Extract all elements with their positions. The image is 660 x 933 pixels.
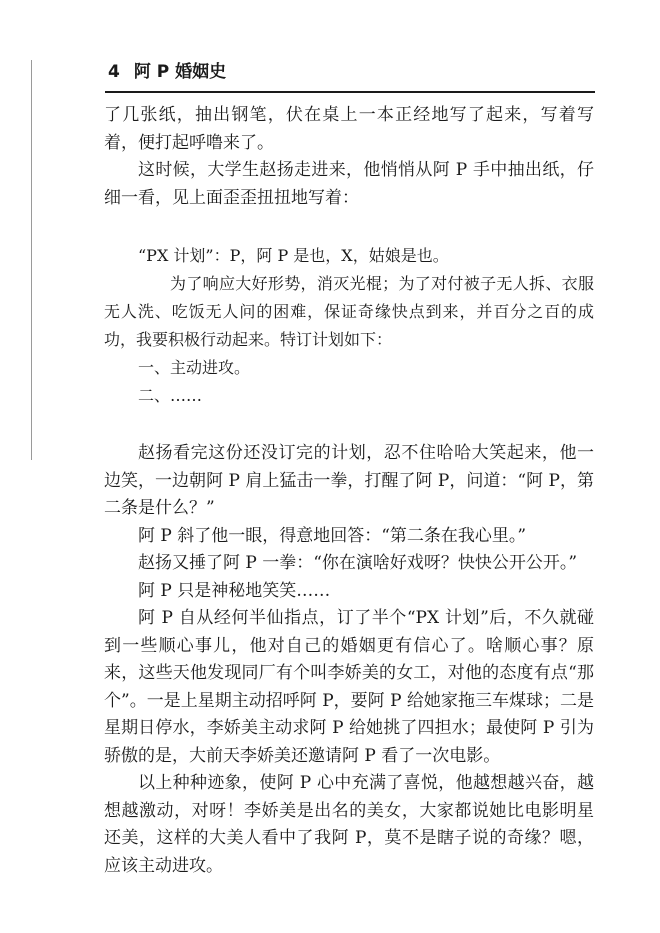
paragraph-signs: 以上种种迹象，使阿 P 心中充满了喜悦，他越想越兴奋，越想越激动，对呀！李娇美是出名的美女，大家都说她比电影明星还美，这样的大美人看中了我阿 P，莫不是瞎子说的奇缘？嗯，应该主动进攻。 xyxy=(104,773,594,876)
book-title: 阿 P 婚姻史 xyxy=(133,62,227,82)
px-plan-item-2: 二、…… xyxy=(138,386,203,405)
page-binding-edge xyxy=(31,60,32,460)
header-rule xyxy=(105,91,595,93)
paragraph-zhao-yang-enters: 这时候，大学生赵扬走进来，他悄悄从阿 P 手中抽出纸，仔细一看，见上面歪歪扭扭地写着： xyxy=(104,160,594,208)
paragraph-continued: 了几张纸，抽出钢笔，伏在桌上一本正经地写了起来，写着写着，便打起呼噜来了。 xyxy=(104,105,594,153)
px-plan-body: 为了响应大好形势，消灭光棍；为了对付被子无人拆、衣服无人洗、吃饭无人问的困难，保证奇缘快点到来，并百分之百的成功，我要积极行动起来。特订计划如下： xyxy=(104,274,594,349)
px-plan-item-1: 一、主动进攻。 xyxy=(138,358,251,377)
spacer xyxy=(104,410,594,440)
page-body xyxy=(104,102,594,880)
paragraph-good-fortune: 阿 P 自从经何半仙指点，订了半个“PX 计划”后，不久就碰到一些顺心事儿，他对自己的婚姻更有信心了。啥顺心事？原来，这些天他发现同厂有个叫李娇美的女工，对他的态度有点“那个”。一是上星期主动招呼阿 P，要阿 P 给她家拖三车煤球；二是星期日停水，李娇美主动求阿 P 给她挑了四担水；最使阿 P 引为骄傲的是，大前天李娇美还邀请阿 P 看了一次电影。 xyxy=(104,608,594,766)
px-plan-definition: “PX 计划”：P，阿 P 是也，X，姑娘是也。 xyxy=(138,246,449,265)
spacer xyxy=(104,212,594,242)
page-number: 4 xyxy=(108,62,120,82)
paragraph-zhao-yang-laughs: 赵扬看完这份还没订完的计划，忍不住哈哈大笑起来，他一边笑，一边朝阿 P 肩上猛击一拳，打醒了阿 P，问道：“阿 P，第二条是什么？” xyxy=(104,443,594,518)
paragraph-ap-smiles: 阿 P 只是神秘地笑笑…… xyxy=(138,580,331,601)
paragraph-zhao-yang-asks: 赵扬又捶了阿 P 一拳：“你在演啥好戏呀？快快公开公开。” xyxy=(138,553,578,573)
paragraph-ap-answers: 阿 P 斜了他一眼，得意地回答：“第二条在我心里。” xyxy=(138,525,527,546)
px-plan-quote xyxy=(104,242,594,410)
running-header xyxy=(108,62,226,82)
